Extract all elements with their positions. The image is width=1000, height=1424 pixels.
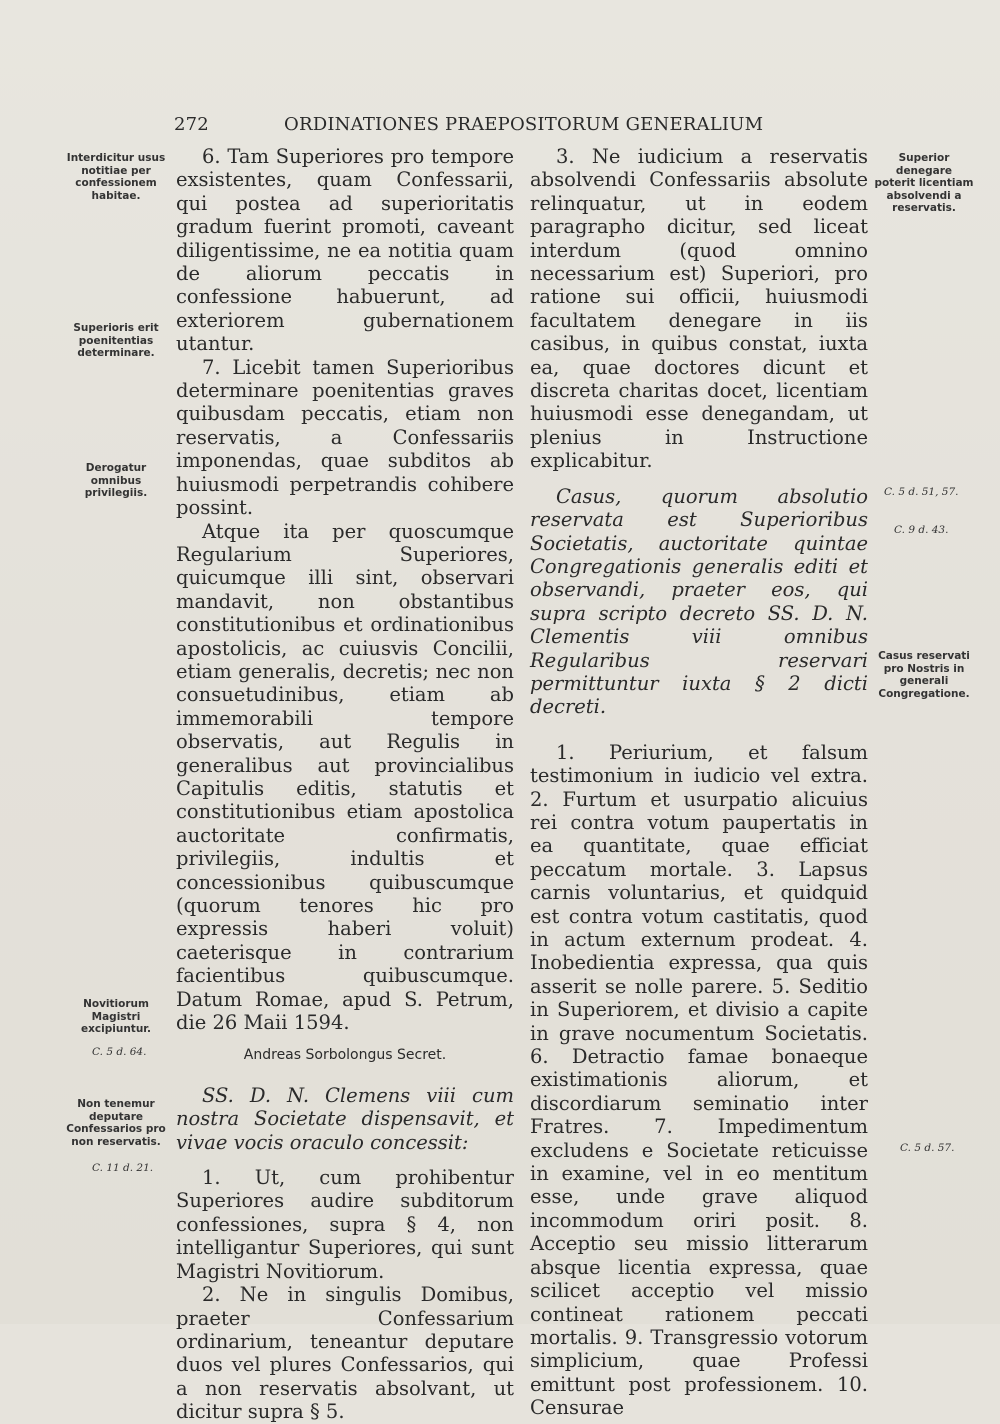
margin-note-left-2: Superioris erit poenitentias determinare. bbox=[73, 322, 159, 359]
page-number: 272 bbox=[174, 114, 209, 135]
paragraph: 6. Tam Superiores pro tempore exsistentes, quam Confessarii, qui postea ad superioritatis gradum fuerint promoti, caveant diligentissime, ne ea notitia quam de aliorum peccatis in confessione habuerunt, ad exteriorem gubernationem utantur. bbox=[176, 145, 514, 356]
margin-ref-left-4: C. 5 d. 64. bbox=[92, 1046, 147, 1058]
right-column bbox=[530, 145, 868, 1420]
margin-ref-right-2: C. 9 d. 43. bbox=[894, 524, 949, 536]
paragraph: 1. Ut, cum prohibentur Superiores audire subditorum confessiones, supra § 4, non intelligantur Superiores, qui sunt Magistri Novitiorum. bbox=[176, 1166, 514, 1283]
paragraph: 2. Ne in singulis Domibus, praeter Confessarium ordinarium, teneantur deputare duos vel plures Confessarios, qui a non reservatis absolvant, ut dicitur supra § 5. bbox=[176, 1283, 514, 1424]
left-column bbox=[176, 145, 514, 1424]
margin-ref-right-1: C. 5 d. 51, 57. bbox=[884, 486, 959, 498]
margin-note-left-3: Derogatur omnibus privilegiis. bbox=[84, 462, 148, 499]
section-heading: Casus, quorum absolutio reservata est Superioribus Societatis, auctoritate quintae Congregationis generalis editi et observandi, praeter eos, qui supra scripto decreto SS. D. N. Clementis viii omnibus Regularibus reservari permittuntur iuxta § 2 dicti decreti. bbox=[530, 484, 868, 719]
margin-note-right-1: Superior denegare poterit licentiam absolvendi a reservatis. bbox=[874, 152, 974, 214]
margin-note-right-2: Casus reservati pro Nostris in generali Congregatione. bbox=[878, 650, 970, 700]
paragraph: 1. Periurium, et falsum testimonium in iudicio vel extra. 2. Furtum et usurpatio alicuius rei contra votum paupertatis in ea quantitate, quae efficiat peccatum mortale. 3. Lapsus carnis voluntarius, et quidquid est contra votum castitatis, quod in actum externum prodeat. 4. Inobedientia expressa, qua quis asserit se nolle parere. 5. Seditio in Superiorem, et divisio a capite in grave nocumentum Societatis. 6. Detractio famae bonaeque existimationis aliorum, et discordiarum seminatio inter Fratres. 7. Impedimentum excludens e Societate reticuisse in examine, vel in eo mentitum esse, unde grave aliquod incommodum oriri posit. 8. Acceptio seu missio litterarum absque licentia expressa, quae scilicet acceptio vel missio contineat rationem peccati mortalis. 9. Transgressio votorum simplicium, quae Professi emittunt post professionem. 10. Censurae bbox=[530, 740, 868, 1420]
paragraph: Atque ita per quoscumque Regularium Superiores, quicumque illi sint, observari mandavit, non obstantibus constitutionibus et ordinationibus apostolicis, ac cuiusvis Concilii, etiam generalis, decretis; nec non consuetudinibus, etiam ab immemorabili tempore observatis, aut Regulis in generalibus aut provincialibus Capitulis editis, statutis et constitutionibus etiam apostolica auctoritate confirmatis, privilegiis, indultis et concessionibus quibuscumque (quorum tenores hic pro expressis haberi voluit) caeterisque in contrarium facientibus quibuscumque. Datum Romae, apud S. Petrum, die 26 Maii 1594. bbox=[176, 519, 514, 1035]
margin-note-left-5: Non tenemur deputare Confessarios pro non reservatis. bbox=[66, 1098, 166, 1148]
margin-ref-right-3: C. 5 d. 57. bbox=[900, 1142, 955, 1154]
margin-note-left-4: Novitiorum Magistri excipiuntur. bbox=[81, 998, 151, 1035]
margin-ref-left-5: C. 11 d. 21. bbox=[92, 1162, 154, 1174]
signature: Andreas Sorbolongus Secret. bbox=[243, 1047, 447, 1064]
running-header bbox=[174, 114, 874, 142]
paragraph: 7. Licebit tamen Superioribus determinare poenitentias graves quibusdam peccatis, etiam non reservatis, a Confessariis imponendas, quae subditos ab huiusmodi perpetrandis cohibere possint. bbox=[176, 355, 514, 520]
paragraph: 3. Ne iudicium a reservatis absolvendi Confessariis absolute relinquatur, ut in eodem paragrapho dicitur, sed liceat interdum (quod omnino necessarium est) Superiori, pro ratione sui officii, huiusmodi facultatem denegare in iis casibus, in quibus constat, iuxta ea, quae doctores dicunt et discreta charitas docet, licentiam huiusmodi esse denegandam, ut plenius in Instructione explicabitur. bbox=[530, 145, 868, 473]
section-heading: SS. D. N. Clemens viii cum nostra Societate dispensavit, et vivae vocis oraculo concessit: bbox=[176, 1083, 514, 1154]
margin-note-left-1: Interdicitur usus notitiae per confessionem habitae. bbox=[66, 152, 166, 202]
running-title: ORDINATIONES PRAEPOSITORUM GENERALIUM bbox=[284, 114, 764, 135]
